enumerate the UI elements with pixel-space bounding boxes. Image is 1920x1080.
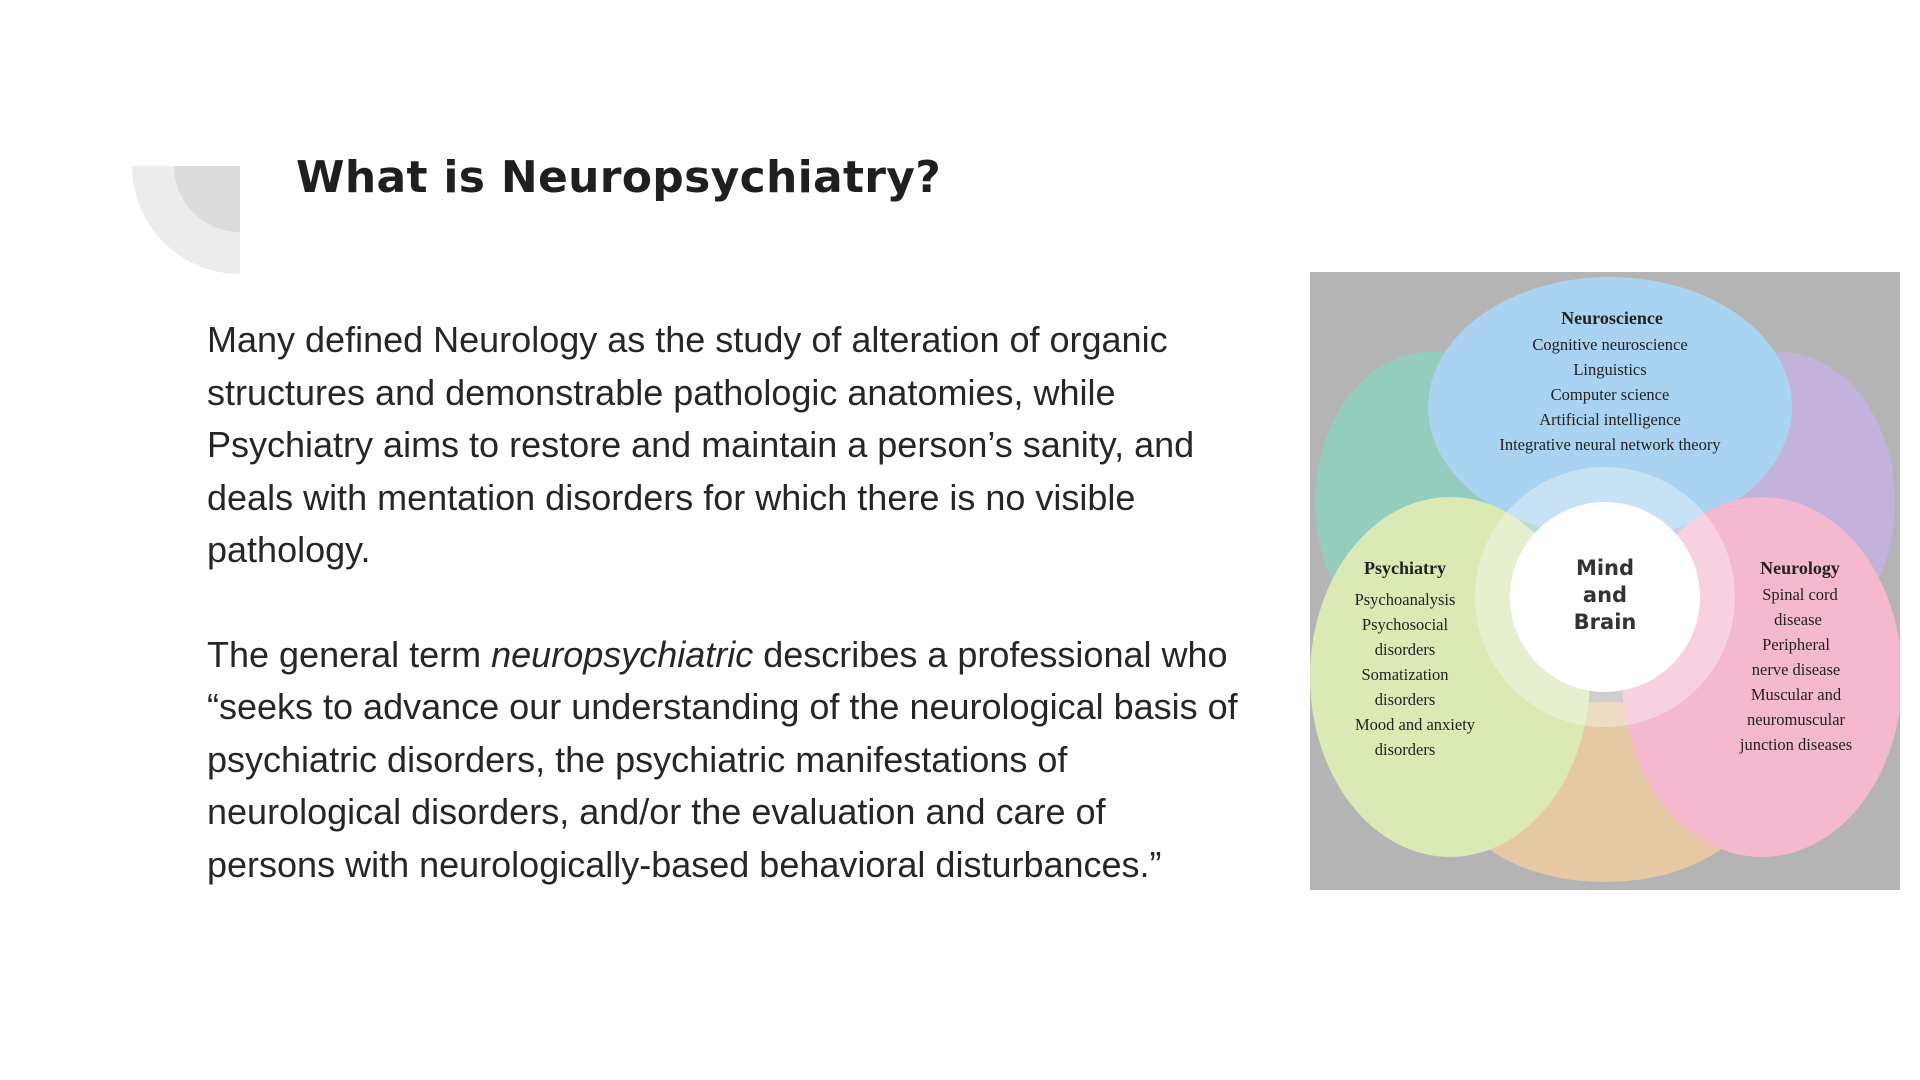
neurology-item: Peripheral [1762, 635, 1830, 654]
paragraph-1-line: deals with mentation disorders for which there is no visible [207, 476, 1136, 518]
neuroscience-item: Computer science [1550, 385, 1670, 404]
paragraph-1-line: pathology. [207, 529, 371, 570]
mind-brain-diagram [1310, 272, 1900, 890]
neuroscience-item: Artificial intelligence [1539, 410, 1681, 429]
neurology-heading: Neurology [1760, 558, 1840, 578]
paragraph-1-line: structures and demonstrable pathologic anatomies, while [207, 371, 1116, 413]
paragraph-2-line: neurological disorders, and/or the evaluation and care of [207, 791, 1106, 832]
psychiatry-item: disorders [1374, 740, 1436, 759]
body-text [207, 314, 1307, 891]
neurology-item: Spinal cord [1762, 585, 1838, 604]
psychiatry-item: disorders [1374, 690, 1436, 709]
paragraph-1-line: Many defined Neurology as the study of alteration of organic [207, 319, 1168, 360]
slide-title: What is Neuropsychiatry? [296, 152, 942, 203]
neurology-item: junction diseases [1739, 735, 1853, 754]
neuroscience-item: Linguistics [1573, 360, 1647, 379]
neurology-item: Muscular and [1750, 685, 1842, 704]
psychiatry-item: Psychoanalysis [1354, 590, 1456, 609]
psychiatry-item: disorders [1374, 640, 1436, 659]
neuroscience-item: Integrative neural network theory [1499, 435, 1721, 454]
paragraph-2-text: The general term [207, 633, 492, 675]
psychiatry-item: Mood and anxiety [1354, 715, 1476, 734]
paragraph-2-line [207, 629, 1307, 682]
neurology-item: neuromuscular [1746, 710, 1846, 729]
neuroscience-item: Cognitive neuroscience [1532, 335, 1688, 354]
psychiatry-item: Somatization [1361, 665, 1449, 684]
paragraph-gap [207, 577, 1307, 629]
psychiatry-item: Psychosocial [1361, 615, 1449, 634]
neurology-item: disease [1774, 610, 1822, 629]
neurology-item: nerve disease [1751, 660, 1841, 679]
italic-term: neuropsychiatric [491, 633, 754, 675]
quarter-circle-decoration [132, 166, 240, 274]
paragraph-2-line: persons with neurologically-based behavioral disturbances.” [207, 843, 1162, 885]
center-label-line: and [1582, 583, 1628, 607]
psychiatry-heading: Psychiatry [1364, 558, 1446, 578]
center-label-line: Brain [1573, 610, 1637, 634]
paragraph-2-line: psychiatric disorders, the psychiatric manifestations of [207, 738, 1068, 780]
paragraph-2-line: “seeks to advance our understanding of the neurological basis of [207, 686, 1238, 727]
paragraph-1-line: Psychiatry aims to restore and maintain a person’s sanity, and [207, 424, 1195, 465]
center-label-line: Mind [1575, 556, 1635, 580]
paragraph-2-text: describes a professional who [753, 633, 1228, 675]
diagram-svg [1310, 272, 1900, 890]
neuroscience-heading: Neuroscience [1561, 308, 1663, 328]
